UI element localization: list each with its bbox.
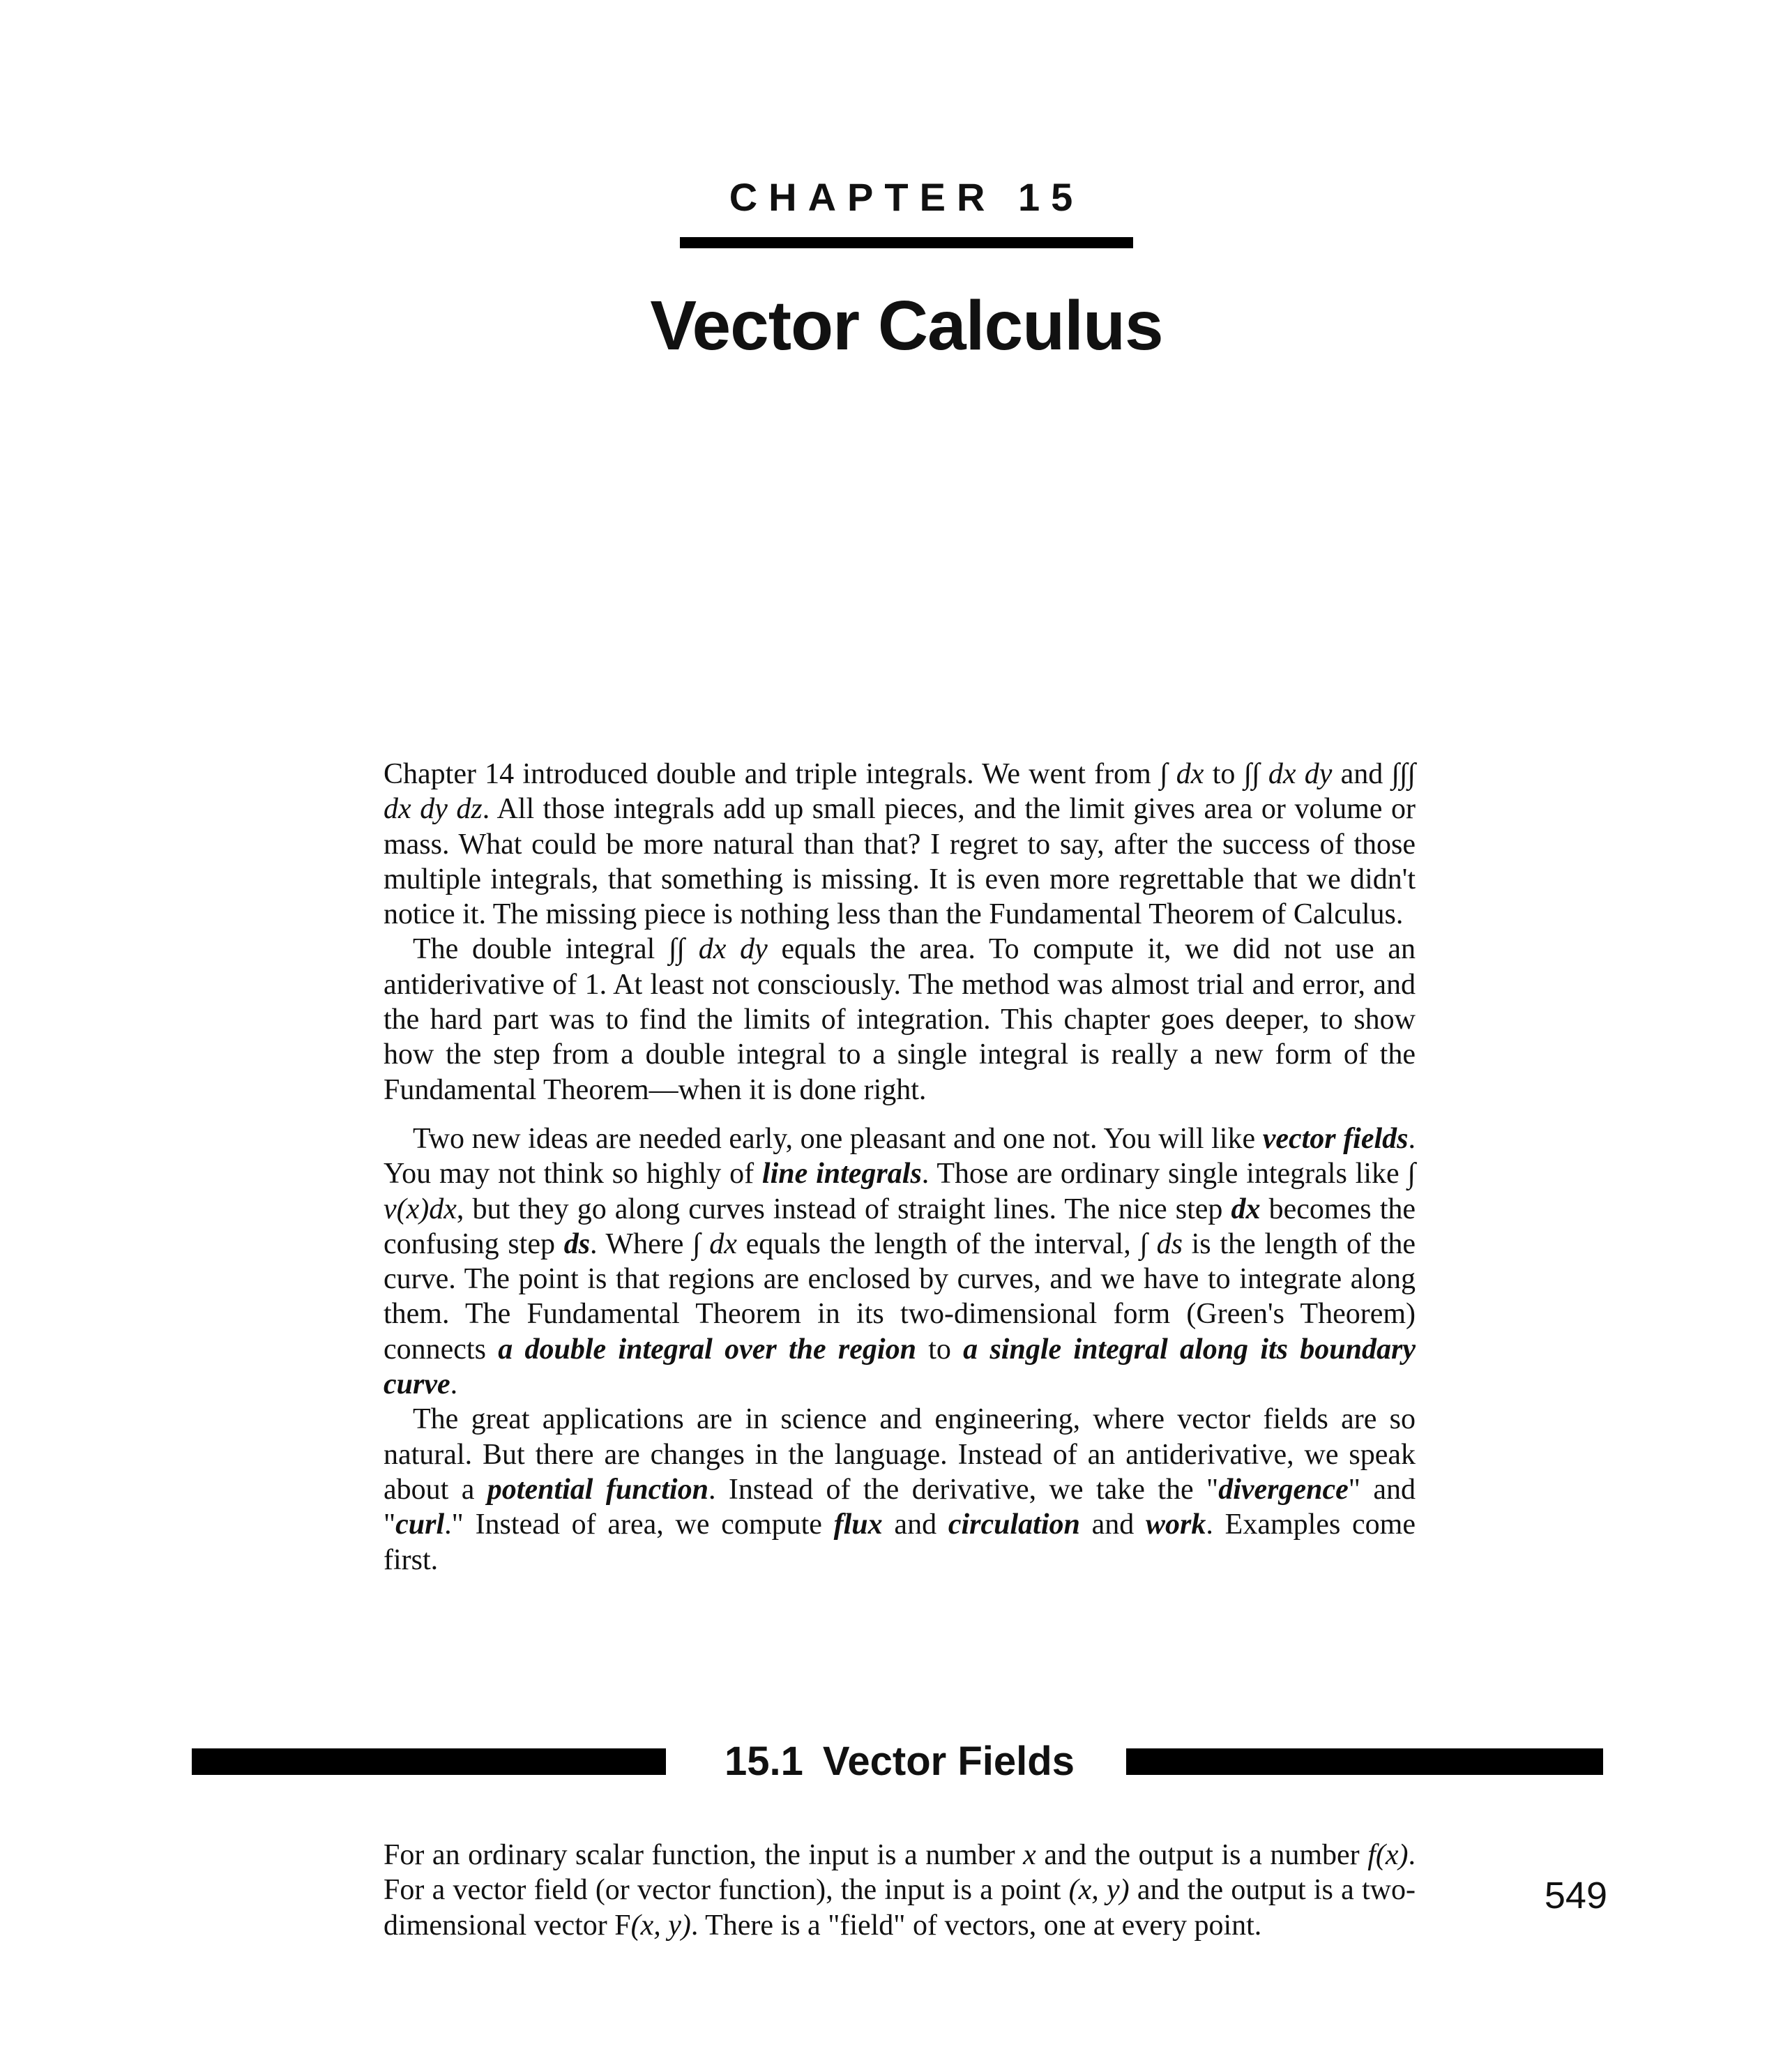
intro-paragraph-4: The great applications are in science and engineering, where vector fields are so natural. But there are changes in the language. Instead of an antiderivative, we speak about a potential function. Instead of the derivative, we take the "divergence" and "curl." Instead of area, we compute flux and circulation and work. Examples come first. <box>384 1403 1416 1576</box>
emphasis-phrase: a single integral along its boundary curve <box>384 1333 1416 1401</box>
section-paragraph-1: For an ordinary scalar function, the input is a number x and the output is a number f(x). For a vector field (or vector function), the input is a point (x, y) and the output is a two-dimensional vector F(x, y). There is a "field" of vectors, one at every point. <box>384 1839 1416 1942</box>
emphasis-phrase: a double integral over the region <box>498 1333 916 1366</box>
integral-expression: ∫∫ dx dy <box>669 933 768 966</box>
page-number: 549 <box>1544 1875 1607 1916</box>
section-number: 15.1 <box>725 1739 803 1784</box>
emphasis-term: line integrals <box>761 1158 922 1190</box>
chapter-rule <box>680 237 1133 248</box>
emphasis-term: circulation <box>948 1508 1080 1541</box>
section-bar-left <box>192 1748 666 1775</box>
chapter-title: Vector Calculus <box>650 287 1163 365</box>
emphasis-term: work <box>1146 1508 1206 1541</box>
math-symbol: (x, y) <box>1068 1874 1130 1907</box>
intro-paragraph-3: Two new ideas are needed early, one pleasant and one not. You will like vector fields. You may not think so highly of line integrals. Those are ordinary single integrals like ∫ v(x)dx, but they go along curves instead of straight lines. The nice step dx becomes the confusing step ds. Where ∫ dx equals the length of the interval, ∫ ds is the length of the curve. The point is that regions are enclosed by curves, and we have to integrate along them. The Fundamental Theorem in its two-dimensional form (Green's Theorem) connects a double integral over the region to a single integral along its boundary curve. <box>384 1122 1416 1401</box>
math-symbol: f(x) <box>1367 1839 1409 1871</box>
integral-expression: ∫ v(x)dx <box>384 1158 1416 1225</box>
section-paragraph <box>384 1838 1416 1943</box>
math-symbol: dx <box>1231 1193 1261 1225</box>
integral-expression: ∫∫∫ dx dy dz <box>384 758 1416 826</box>
integral-expression: ∫ ds <box>1139 1227 1183 1260</box>
emphasis-term: flux <box>833 1508 883 1541</box>
integral-expression: ∫ dx <box>692 1227 737 1260</box>
section-heading <box>683 1738 1116 1785</box>
math-symbol: (x, y) <box>630 1909 691 1942</box>
chapter-label: CHAPTER 15 <box>729 175 1084 219</box>
integral-expression: ∫∫ dx dy <box>1243 758 1333 790</box>
intro-paragraph-2: The double integral ∫∫ dx dy equals the area. To compute it, we did not use an antiderivative of 1. At least not consciously. The method was almost trial and error, and the hard part was to find the limits of integration. This chapter goes deeper, to show how the step from a double integral to a single integral is really a new form of the Fundamental Theorem—when it is done right. <box>384 933 1416 1106</box>
emphasis-term: potential function <box>487 1473 708 1506</box>
math-symbol: x <box>1023 1839 1036 1871</box>
math-symbol: ds <box>563 1227 591 1260</box>
emphasis-term: curl <box>395 1508 445 1541</box>
emphasis-term: divergence <box>1218 1473 1349 1506</box>
chapter-introduction <box>384 757 1416 1578</box>
intro-paragraph-1: Chapter 14 introduced double and triple integrals. We went from ∫ dx to ∫∫ dx dy and ∫∫∫ dx dy dz. All those integrals add up small pieces, and the limit gives area or volume or mass. What could be more natural than that? I regret to say, after the success of those multiple integrals, that something is missing. It is even more regrettable that we didn't notice it. The missing piece is nothing less than the Fundamental Theorem of Calculus. <box>384 758 1416 931</box>
section-title: Vector Fields <box>822 1739 1075 1784</box>
section-bar-right <box>1126 1748 1603 1775</box>
integral-expression: ∫ dx <box>1160 758 1204 790</box>
emphasis-term: vector fields <box>1262 1122 1409 1155</box>
